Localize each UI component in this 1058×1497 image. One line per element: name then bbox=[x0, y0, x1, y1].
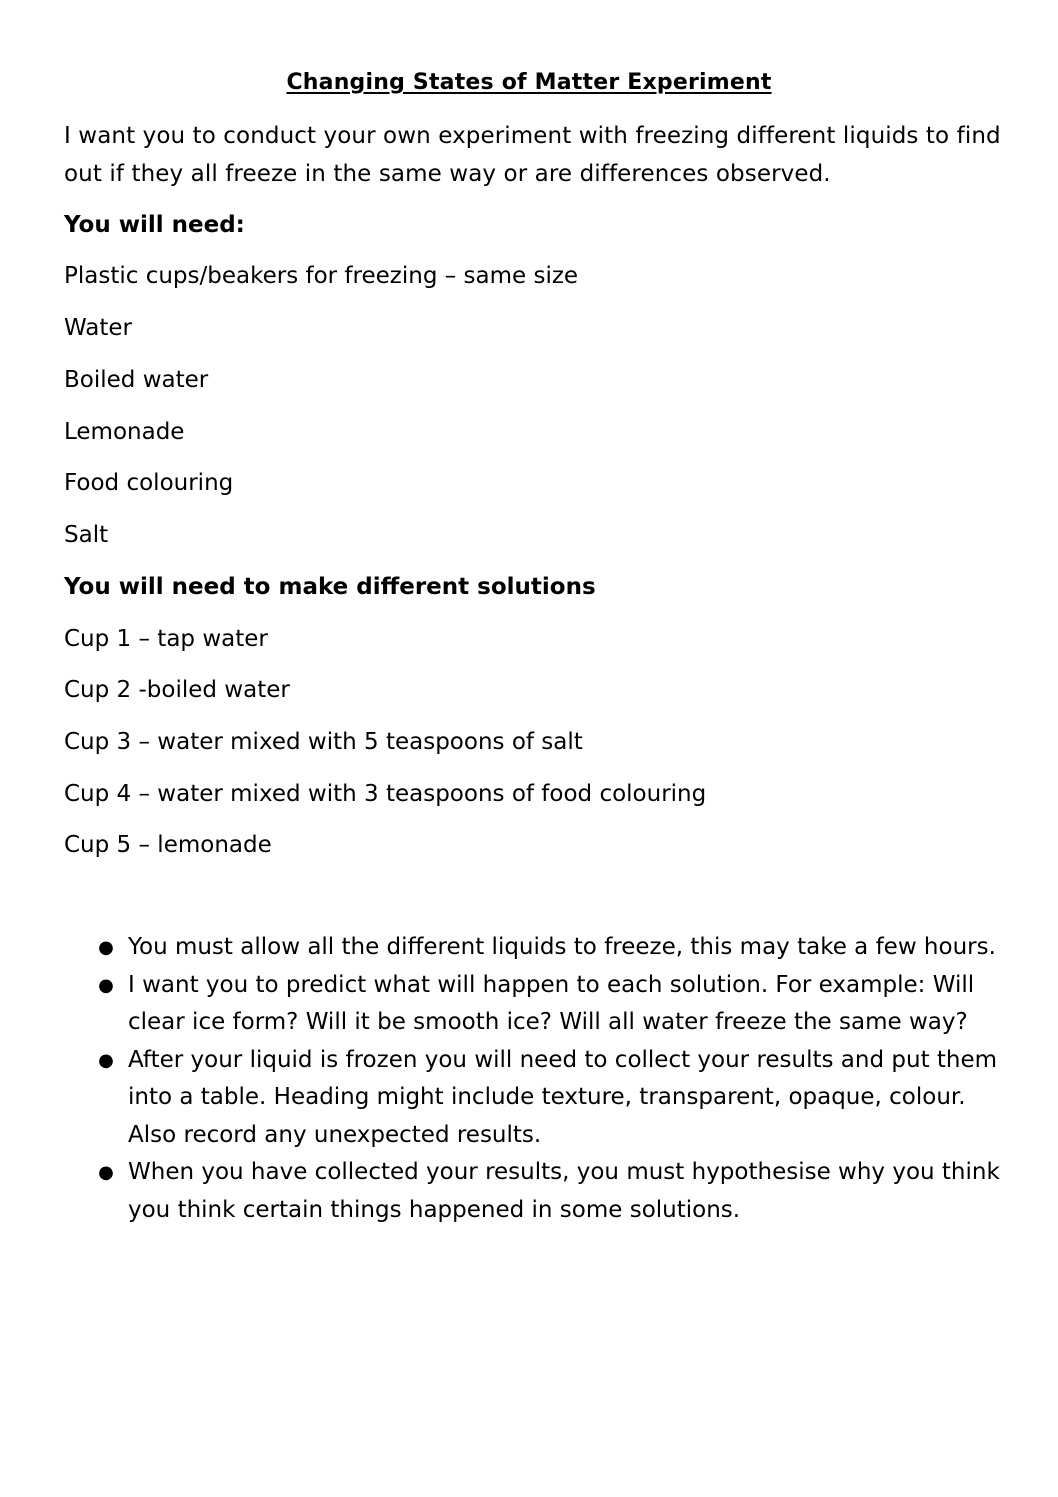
solution-item: Cup 1 – tap water bbox=[64, 626, 268, 652]
document-title: Changing States of Matter Experiment bbox=[286, 70, 772, 95]
material-item: Lemonade bbox=[64, 419, 185, 445]
solution-item: Cup 2 -boiled water bbox=[64, 677, 290, 703]
material-item: Salt bbox=[64, 522, 109, 548]
material-item: Plastic cups/beakers for freezing – same size bbox=[64, 263, 579, 289]
bullet-icon: ● bbox=[98, 937, 114, 958]
instruction-text: You must allow all the different liquids to freeze, this may take a few hours. bbox=[128, 934, 996, 960]
material-item: Water bbox=[64, 315, 132, 341]
bullet-icon: ● bbox=[98, 1162, 114, 1183]
materials-heading: You will need: bbox=[64, 212, 245, 238]
bullet-icon: ● bbox=[98, 974, 114, 996]
instruction-text: I want you to predict what will happen to each solution. For example: Will clear ice form? Will it be smooth ice? Will all water freeze the same way? bbox=[128, 971, 975, 1035]
instruction-item bbox=[96, 967, 1016, 1042]
instruction-item bbox=[96, 1042, 1016, 1155]
solutions-heading: You will need to make different solutions bbox=[64, 574, 596, 600]
instructions-list bbox=[96, 929, 1016, 1229]
material-item: Food colouring bbox=[64, 470, 234, 496]
solution-item: Cup 4 – water mixed with 3 teaspoons of food colouring bbox=[64, 781, 707, 807]
instruction-item bbox=[96, 929, 1016, 967]
instruction-text: After your liquid is frozen you will need to collect your results and put them into a table. Heading might include texture, transparent, opaque, colour. Also record any unexpected results. bbox=[128, 1046, 998, 1148]
intro-paragraph: I want you to conduct your own experiment with freezing different liquids to find out if they all freeze in the same way or are differences observed. bbox=[64, 123, 1001, 187]
instruction-item bbox=[96, 1154, 1016, 1229]
material-item: Boiled water bbox=[64, 367, 209, 393]
solution-item: Cup 3 – water mixed with 5 teaspoons of salt bbox=[64, 729, 583, 755]
bullet-icon: ● bbox=[98, 1049, 114, 1071]
solution-item: Cup 5 – lemonade bbox=[64, 832, 272, 858]
instruction-text: When you have collected your results, you must hypothesise why you think you think certain things happened in some solutions. bbox=[128, 1159, 1000, 1223]
